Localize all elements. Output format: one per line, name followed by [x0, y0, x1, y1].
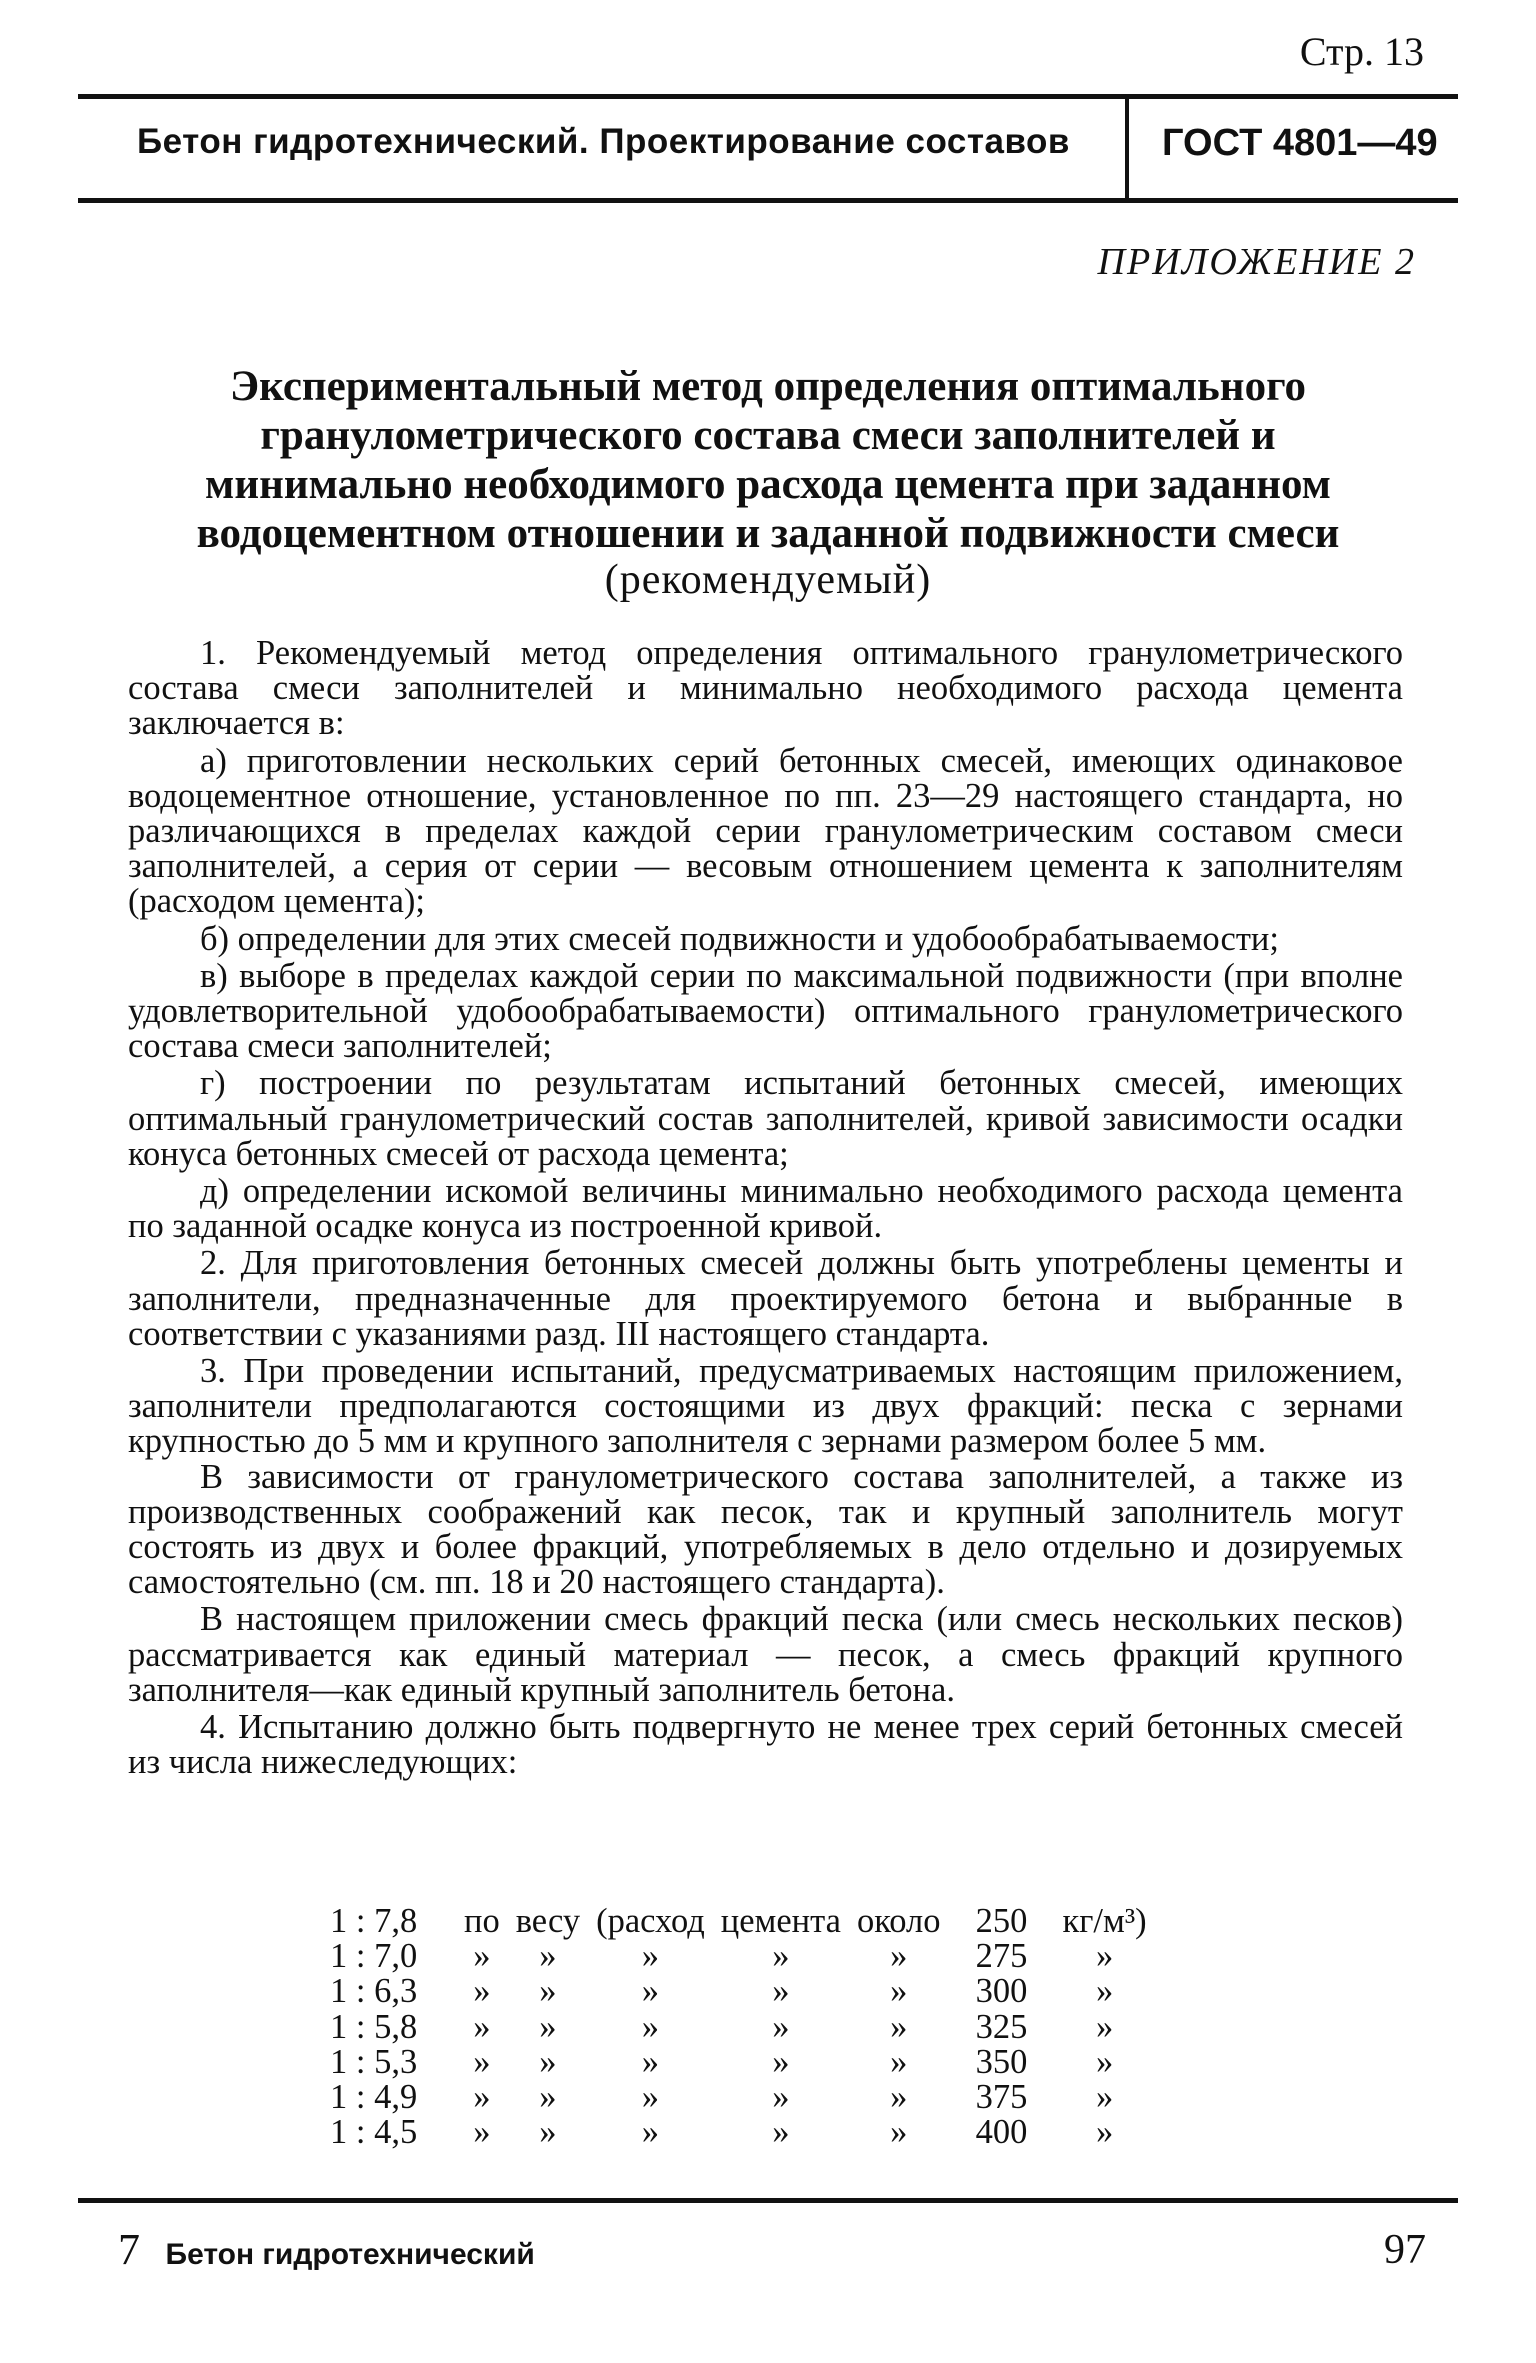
ditto-mark: »	[641, 1972, 660, 2011]
ditto-mark: »	[473, 2113, 491, 2152]
table-row	[330, 1974, 1163, 2009]
document-subtitle: (рекомендуемый)	[604, 557, 932, 603]
signature-number: 7	[118, 2225, 140, 2274]
table-row	[330, 2080, 1163, 2115]
paragraph: В зависимости от гранулометрического состава заполнителей, а также из производственных соображений как песок, так и крупный заполнитель могут состоять из двух и более фракций, употребляемых в дело отдельно и дозируемых самостоятельно (см. пп. 18 и 20 настоящего стандарта).	[128, 1457, 1403, 1602]
paragraph: д) определении искомой величины минимально необходимого расхода цемента по заданной осадке конуса из построенной кривой.	[128, 1172, 1403, 1246]
header-bottom-rule	[78, 198, 1458, 203]
amount-cell: 375	[975, 2078, 1028, 2117]
ditto-mark: »	[539, 1937, 557, 1976]
paragraph: г) построении по результатам испытаний бетонных смесей, имеющих оптимальный гранулометрический состав заполнителей, кривой зависимости осадки конуса бетонных смесей от расхода цемента;	[128, 1064, 1403, 1173]
ditto-mark: »	[1095, 2078, 1114, 2117]
title-line: Экспериментальный метод определения оптимального	[229, 363, 1307, 410]
ditto-mark: »	[772, 1937, 790, 1976]
ditto-mark: »	[641, 1937, 660, 1976]
ditto-mark: »	[539, 2113, 557, 2152]
ratio-cell: 1 : 4,5	[330, 2113, 418, 2152]
appendix-label: ПРИЛОЖЕНИЕ 2	[1097, 241, 1416, 283]
ditto-mark: »	[890, 1937, 908, 1976]
amount-cell: 275	[975, 1937, 1028, 1976]
mix-ratio-table	[330, 1904, 1163, 2150]
ratio-cell: 1 : 5,8	[330, 2007, 418, 2046]
footer-signature	[118, 2224, 535, 2275]
unit-cell: кг/м³)	[1062, 1902, 1147, 1940]
ratio-cell: 1 : 7,8	[330, 1902, 418, 1940]
ditto-mark: »	[641, 2078, 660, 2117]
table-cell: весу	[515, 1902, 581, 1940]
ditto-mark: »	[539, 2078, 557, 2117]
table-row	[330, 2010, 1163, 2045]
ditto-mark: »	[641, 2007, 660, 2046]
ditto-mark: »	[772, 1972, 790, 2011]
amount-cell: 400	[975, 2113, 1028, 2152]
ditto-mark: »	[1095, 2007, 1114, 2046]
signature-text: Бетон гидротехнический	[165, 2238, 535, 2271]
footer-page-number: 97	[1384, 2227, 1426, 2273]
table-cell: цемента	[720, 1902, 841, 1940]
title-line: минимально необходимого расхода цемента при заданном	[205, 461, 1331, 508]
ditto-mark: »	[890, 2042, 908, 2081]
amount-cell: 350	[975, 2042, 1028, 2081]
table-cell: около	[856, 1902, 941, 1940]
header-standard-code: ГОСТ 4801—49	[1162, 122, 1438, 164]
ditto-mark: »	[772, 2078, 790, 2117]
title-line: водоцементном отношении и заданной подвижности смеси	[196, 510, 1340, 557]
table-row	[330, 1939, 1163, 1974]
ditto-mark: »	[473, 1972, 491, 2011]
ditto-mark: »	[1095, 2113, 1114, 2152]
ditto-mark: »	[473, 2042, 491, 2081]
table-row	[330, 2045, 1163, 2080]
title-line: гранулометрического состава смеси заполнителей и	[260, 412, 1276, 459]
header-top-rule	[78, 94, 1458, 99]
footer-rule	[78, 2198, 1458, 2203]
paragraph: б) определении для этих смесей подвижности и удобообрабатываемости;	[200, 919, 1279, 958]
page-number: Стр. 13	[1299, 29, 1424, 74]
amount-cell: 250	[975, 1902, 1028, 1940]
ditto-mark: »	[539, 2007, 557, 2046]
paragraph: а) приготовлении нескольких серий бетонных смесей, имеющих одинаковое водоцементное отношение, установленное по пп. 23—29 настоящего стандарта, но различающихся в пределах каждой серии гранулометрическим составом смеси заполнителей, а серия от серии — весовым отношением цемента к заполнителям (расходом цемента);	[128, 741, 1403, 921]
ditto-mark: »	[539, 1972, 557, 2011]
ditto-mark: »	[1095, 2042, 1114, 2081]
ratio-cell: 1 : 6,3	[330, 1972, 418, 2011]
ditto-mark: »	[772, 2042, 790, 2081]
ditto-mark: »	[890, 1972, 908, 2011]
ditto-mark: »	[473, 1937, 491, 1976]
ditto-mark: »	[1095, 1972, 1114, 2011]
ratio-cell: 1 : 7,0	[330, 1937, 418, 1976]
ditto-mark: »	[890, 2113, 908, 2152]
ditto-mark: »	[641, 2113, 660, 2152]
paragraph: 3. При проведении испытаний, предусматриваемых настоящим приложением, заполнители предполагаются состоящими из двух фракций: песка с зернами крупностью до 5 мм и крупного заполнителя с зернами размером более 5 мм.	[128, 1352, 1403, 1461]
paragraph: В настоящем приложении смесь фракций песка (или смесь нескольких песков) рассматривается как единый материал — песок, а смесь фракций крупного заполнителя—как единый крупный заполнитель бетона.	[128, 1600, 1403, 1709]
ditto-mark: »	[772, 2007, 790, 2046]
table-row	[330, 2115, 1163, 2150]
paragraph: 2. Для приготовления бетонных смесей должны быть употреблены цементы и заполнители, предназначенные для проектируемого бетона и выбранные в соответствии с указаниями разд. III настоящего стандарта.	[128, 1244, 1403, 1353]
ditto-mark: »	[890, 2007, 908, 2046]
amount-cell: 325	[975, 2007, 1028, 2046]
ditto-mark: »	[890, 2078, 908, 2117]
paragraph: 4. Испытанию должно быть подвергнуто не менее трех серий бетонных смесей из числа нижеследующих:	[128, 1708, 1403, 1782]
paragraph: 1. Рекомендуемый метод определения оптимального гранулометрического состава смеси заполнителей и минимально необходимого расхода цемента заключается в:	[128, 634, 1403, 743]
paragraph: в) выборе в пределах каждой серии по максимальной подвижности (при вполне удовлетворительной удобообрабатываемости) оптимального гранулометрического состава смеси заполнителей;	[128, 956, 1403, 1066]
ditto-mark: »	[473, 2078, 491, 2117]
document-title	[120, 362, 1416, 558]
table-cell: (расход	[596, 1902, 705, 1940]
ditto-mark: »	[772, 2113, 790, 2152]
ditto-mark: »	[641, 2042, 660, 2081]
ditto-mark: »	[473, 2007, 491, 2046]
amount-cell: 300	[975, 1972, 1028, 2011]
ratio-cell: 1 : 4,9	[330, 2078, 418, 2117]
document-body	[128, 636, 1403, 1783]
table-cell: по	[464, 1902, 500, 1940]
header-title: Бетон гидротехнический. Проектирование составов	[137, 122, 1070, 161]
table-row	[330, 1904, 1163, 1939]
ditto-mark: »	[1095, 1937, 1114, 1976]
header-divider	[1125, 94, 1129, 203]
ditto-mark: »	[539, 2042, 557, 2081]
ratio-cell: 1 : 5,3	[330, 2042, 418, 2081]
